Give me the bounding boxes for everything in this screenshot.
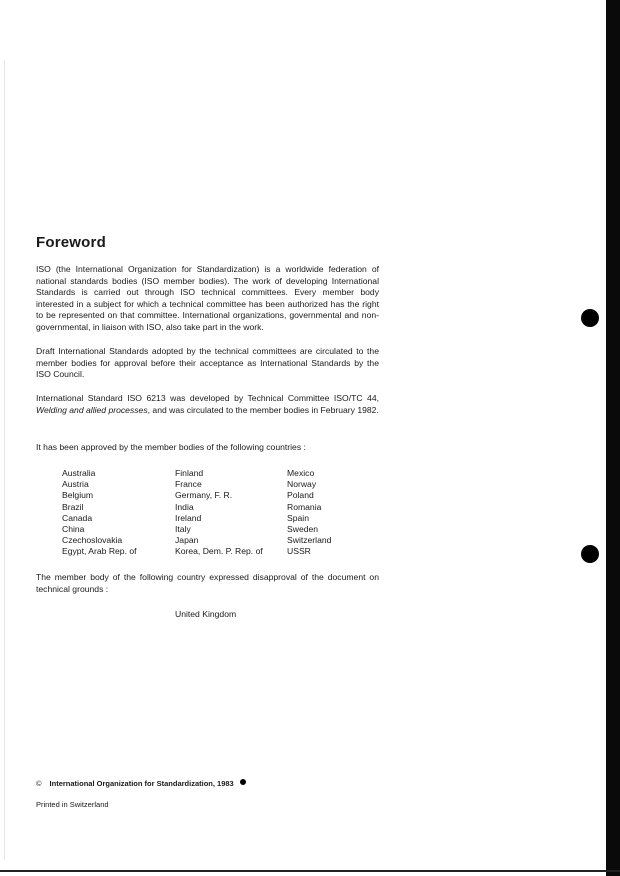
paragraph-draft-standards: Draft International Standards adopted by the technical committees are circulated to the member bodies for approval before their acceptance as International Standards by the ISO Council.: [36, 346, 379, 380]
country-item: Ireland: [175, 512, 202, 523]
paragraph-approval: It has been approved by the member bodies of the following countries :: [36, 442, 306, 452]
countries-column-3: [287, 468, 407, 558]
copyright-symbol: ©: [36, 779, 42, 788]
country-item: Switzerland: [287, 535, 332, 546]
copyright-line: [36, 779, 246, 789]
paragraph-iso-intro: ISO (the International Organization for Standardization) is a worldwide federation of national standards bodies (ISO member bodies). The work of developing International Standards is carried out through ISO technical committees. Every member body interested in a subject for which a technical committee has been authorized has the right to be represented on that committee. International organizations, governmental and non-governmental, in liaison with ISO, also take part in the work.: [36, 264, 379, 332]
country-item: Japan: [175, 535, 199, 546]
standard-origin-text-end: , and was circulated to the member bodies in February 1982.: [147, 404, 379, 415]
bullet-icon: [240, 779, 246, 785]
country-item: Czechoslovakia: [62, 535, 123, 546]
country-item: Spain: [287, 512, 309, 523]
punch-hole-icon: [581, 309, 599, 327]
scan-bottom-line: [0, 870, 620, 872]
country-item: Romania: [287, 501, 322, 512]
country-item: Australia: [62, 468, 96, 478]
country-item: Finland: [175, 468, 204, 478]
punch-hole-icon: [581, 545, 599, 563]
scan-edge-line: [4, 60, 5, 860]
page-title: Foreword: [36, 234, 106, 251]
country-item: Italy: [175, 524, 191, 535]
country-item: India: [175, 501, 194, 512]
country-item: France: [175, 479, 202, 490]
country-item: Norway: [287, 479, 317, 490]
country-item: Belgium: [62, 490, 94, 501]
country-item: USSR: [287, 546, 311, 557]
disapproving-country: United Kingdom: [175, 609, 237, 619]
country-item: Sweden: [287, 524, 319, 535]
country-item: Poland: [287, 490, 314, 501]
countries-column-1: [62, 468, 182, 558]
country-item: China: [62, 524, 85, 535]
paragraph-standard-origin: [36, 393, 379, 416]
countries-column-2: [175, 468, 295, 558]
country-item: Egypt, Arab Rep. of: [62, 546, 137, 557]
committee-name: Welding and allied processes: [36, 404, 148, 415]
scan-edge-bar: [606, 0, 620, 876]
country-item: Korea, Dem. P. Rep. of: [175, 546, 263, 557]
country-item: Germany, F. R.: [175, 490, 233, 501]
copyright-text: International Organization for Standardization, 1983: [49, 779, 234, 788]
country-item: Canada: [62, 512, 93, 523]
printed-in-line: Printed in Switzerland: [36, 800, 109, 809]
country-item: Austria: [62, 479, 89, 490]
standard-origin-text: International Standard ISO 6213 was developed by Technical Committee ISO/TC 44,: [36, 393, 379, 403]
country-item: Brazil: [62, 501, 84, 512]
country-item: Mexico: [287, 468, 315, 478]
paragraph-disapproval: The member body of the following country expressed disapproval of the document on technical grounds :: [36, 572, 379, 594]
